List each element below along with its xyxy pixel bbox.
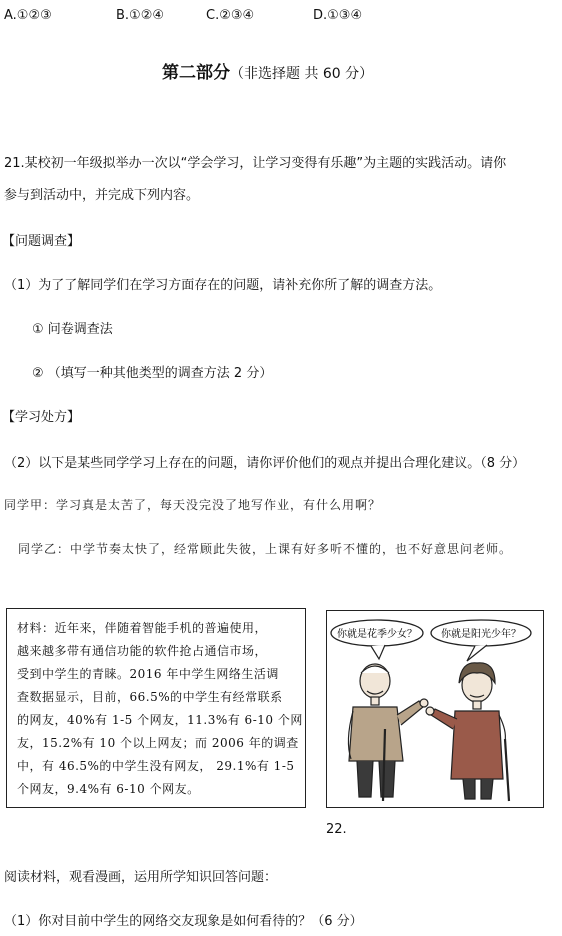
old-man-figure [348, 664, 428, 801]
option-c: C.②③④ [206, 8, 255, 23]
bubble-left-text: 你就是花季少女？ [337, 629, 417, 640]
section-title [162, 58, 373, 83]
q21-sub2: （2）以下是某些同学学习上存在的问题，请你评价他们的观点并提出合理化建议。（8 分） [4, 456, 526, 471]
section-subtitle: （非选择题 共 60 分） [230, 66, 374, 82]
prescription-heading: 【学习处方】 [2, 410, 81, 425]
method-2: ② （填写一种其他类型的调查方法 2 分） [32, 366, 273, 381]
option-a: A.①②③ [4, 8, 52, 23]
material-line: 受到中学生的青睐。2016 年中学生网络生活调 [17, 667, 279, 681]
bubble-right-text: 你就是阳光少年？ [441, 629, 521, 640]
material-line: 材料：近年来，伴随着智能手机的普遍使用， [17, 621, 268, 635]
section-title-main: 第二部分 [162, 63, 230, 83]
method-1: ① 问卷调查法 [32, 322, 113, 337]
material-line: 越来越多带有通信功能的软件抢占通信市场， [17, 644, 268, 658]
cartoon-illustration [327, 611, 543, 807]
material-line: 友，15.2%有 10 个以上网友；而 2006 年的调查 [17, 736, 299, 750]
option-d: D.①③④ [313, 8, 363, 23]
q21-intro-line1: 21.某校初一年级拟举办一次以“学会学习，让学习变得有乐趣”为主题的实践活动。请你 [4, 156, 507, 171]
q22-number: 22. [326, 822, 347, 837]
material-line: 中，有 46.5%的中学生没有网友， 29.1%有 1-5 [17, 759, 295, 773]
material-line: 的网友，40%有 1-5 个网友，11.3%有 6-10 个网 [17, 713, 303, 727]
cartoon-box [326, 610, 544, 808]
student-b-quote: 同学乙：中学节奏太快了，经常顾此失彼，上课有好多听不懂的，也不好意思问老师。 [18, 542, 513, 556]
survey-heading: 【问题调查】 [2, 234, 81, 249]
material-line: 查数据显示，目前，66.5%的中学生有经常联系 [17, 690, 283, 704]
q21-intro-line2: 参与到活动中，并完成下列内容。 [4, 188, 200, 203]
q21-sub1: （1）为了了解同学们在学习方面存在的问题，请补充你所了解的调查方法。 [4, 278, 442, 293]
student-a-quote: 同学甲：学习真是太苦了，每天没完没了地写作业，有什么用啊？ [4, 498, 382, 512]
q22-sub1: （1）你对目前中学生的网络交友现象是如何看待的？（6 分） [4, 914, 363, 929]
old-woman-figure [426, 663, 509, 801]
option-b: B.①②④ [116, 8, 165, 23]
material-line: 个网友，9.4%有 6-10 个网友。 [17, 782, 200, 796]
material-box [6, 608, 306, 808]
q22-instruction: 阅读材料，观看漫画，运用所学知识回答问题： [4, 870, 278, 885]
